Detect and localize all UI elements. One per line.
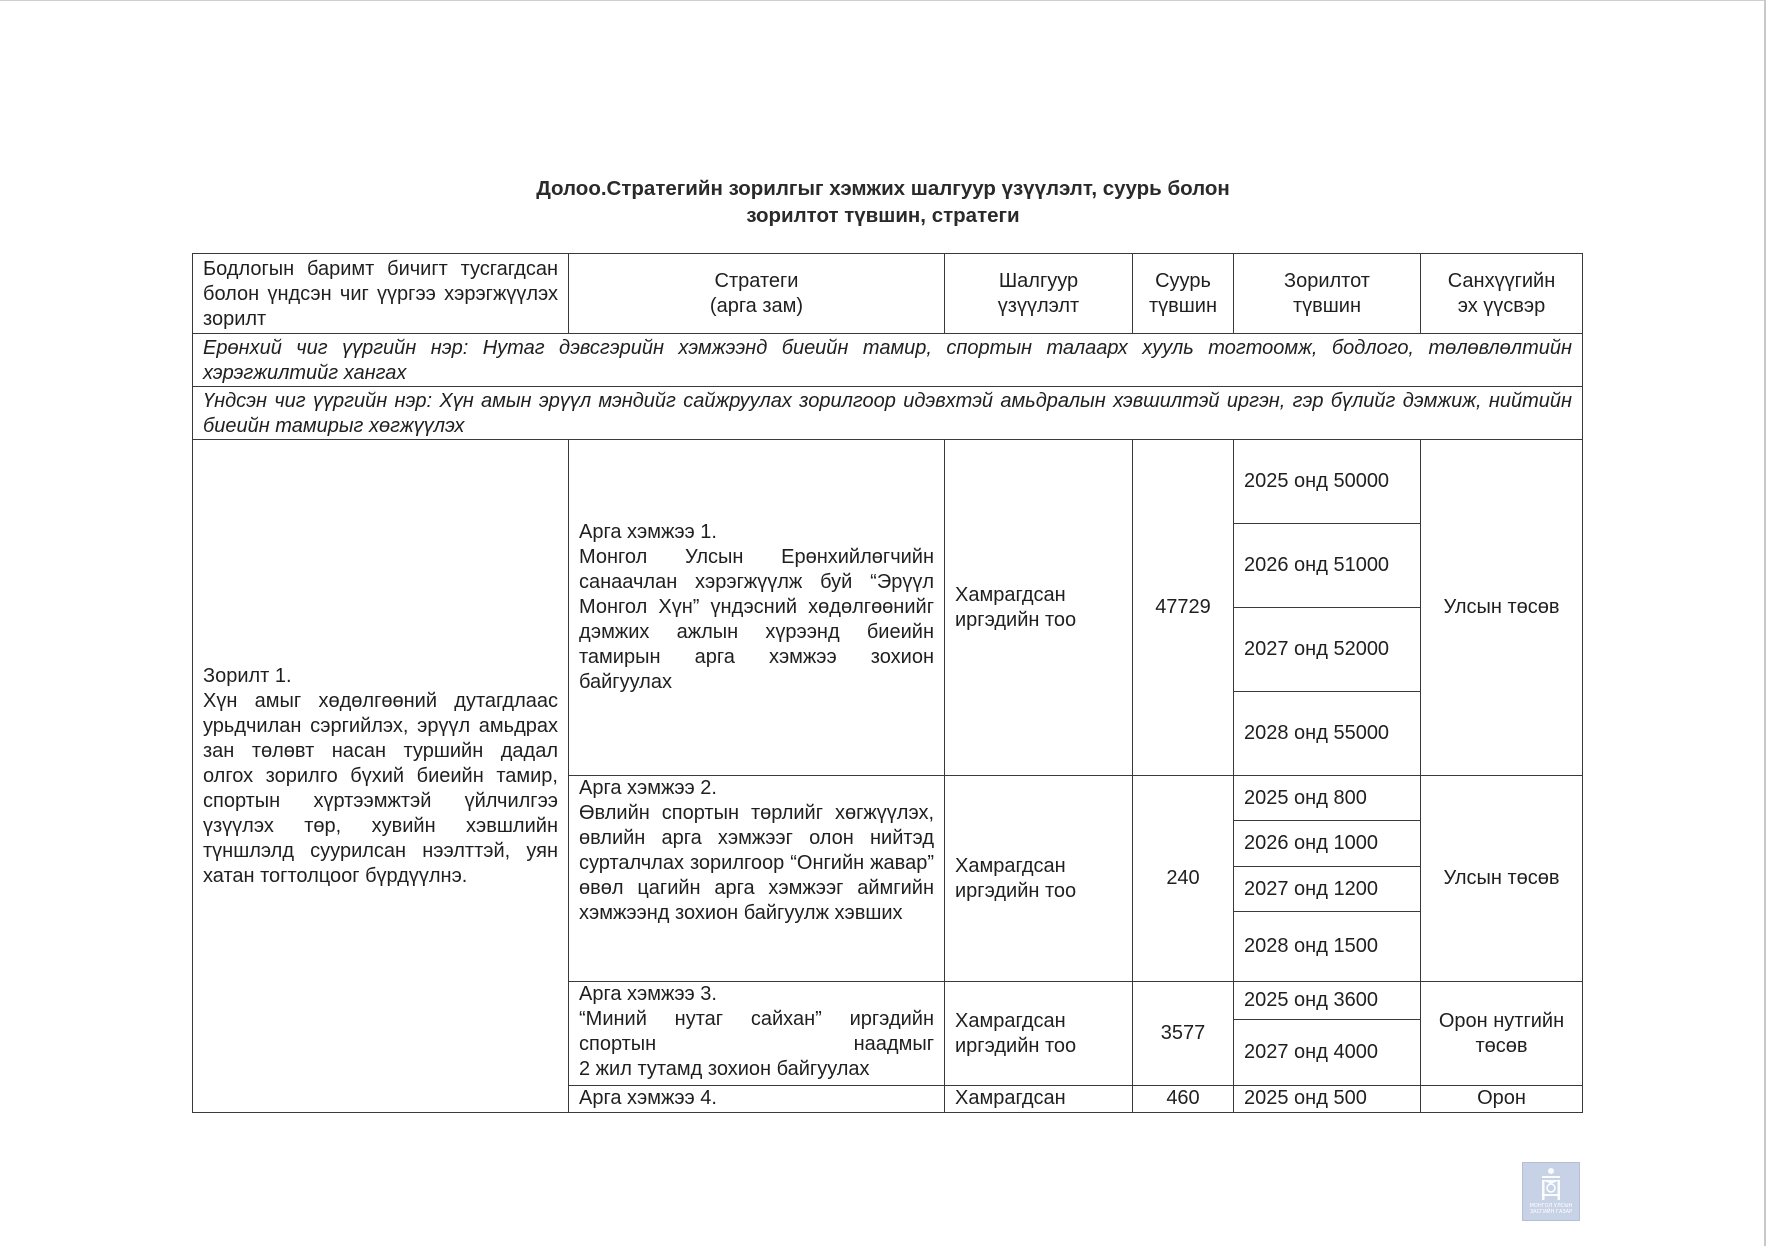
general-function-text: Ерөнхий чиг үүргийн нэр: Нутаг дэвсгэрийн хэмжээнд биеийн тамир, спортын талаарх хууль тогтоомж, бодлого, төлөвлөлтийн хэрэгжилтийг хангах	[193, 334, 1583, 387]
measure-1-indicator: Хамрагдсан иргэдийн тоо	[945, 440, 1133, 776]
soyombo-emblem-icon	[1540, 1167, 1562, 1201]
measure-1-target-2: 2026 онд 51000	[1234, 524, 1421, 608]
table-row	[193, 440, 1583, 524]
page-title	[0, 175, 1766, 229]
logo-caption: МОНГОЛ УЛСЫН ЗАСГИЙН ГАЗАР	[1529, 1203, 1573, 1215]
goal-title: Зорилт 1.	[203, 664, 292, 687]
header-indicator: Шалгуур үзүүлэлт	[945, 254, 1133, 334]
goal-text: Хүн амыг хөдөлгөөний дутагдлаас урьдчилан сэргийлэх, эрүүл амьдрах зан төлөвт насан туршийн дадал олгох зорилго бүхий биеийн тамир, спортын хүртээмжтэй үйлчилгээ үзүүлэх төр, хувийн хэвшлийн түншлэлд суурилсан нээлттэй, уян хатан тогтолцоог бүрдүүлнэ.	[203, 689, 558, 887]
header-target: Зорилтот түвшин	[1234, 254, 1421, 334]
measure-3-indicator: Хамрагдсан иргэдийн тоо	[945, 982, 1133, 1086]
measure-2-title: Арга хэмжээ 2.	[579, 777, 717, 799]
government-logo	[1522, 1162, 1580, 1221]
measure-3-funding: Орон нутгийн төсөв	[1421, 982, 1583, 1086]
main-function-text: Үндсэн чиг үүргийн нэр: Хүн амын эрүүл мэндийг сайжруулах зорилгоор идэвхтэй амьдралын хэвшилтэй иргэн, гэр бүлийг дэмжиж, нийтийн биеийн тамирыг хөгжүүлэх	[193, 387, 1583, 440]
measure-4-target-1: 2025 онд 500	[1234, 1086, 1421, 1113]
measure-1-target-1: 2025 онд 50000	[1234, 440, 1421, 524]
title-line-1: Долоо.Стратегийн зорилгыг хэмжих шалгуур үзүүлэлт, суурь болон	[536, 177, 1230, 200]
measure-1-target-4: 2028 онд 55000	[1234, 692, 1421, 776]
measure-3-cell	[569, 982, 945, 1086]
table-header-row	[193, 254, 1583, 334]
measure-1-text: Монгол Улсын Ерөнхийлөгчийн санаачлан хэрэгжүүлж буй “Эрүүл Монгол Хүн” үндэсний хөдөлгөөнийг дэмжих ажлын хүрээнд биеийн тамирын арга хэмжээ зохион байгуулах	[579, 546, 934, 693]
measure-3-text-line-1: “Миний нутаг сайхан” иргэдийн спортын наадмыг	[579, 1008, 934, 1055]
main-function-row	[193, 387, 1583, 440]
measure-2-baseline: 240	[1133, 776, 1234, 982]
measure-1-target-3: 2027 онд 52000	[1234, 608, 1421, 692]
header-funding: Санхүүгийн эх үүсвэр	[1421, 254, 1583, 334]
measure-4-baseline: 460	[1133, 1086, 1234, 1113]
measure-2-target-3: 2027 онд 1200	[1234, 867, 1421, 912]
measure-2-cell	[569, 776, 945, 982]
header-baseline: Суурь түвшин	[1133, 254, 1234, 334]
measure-2-text: Өвлийн спортын төрлийг хөгжүүлэх, өвлийн арга хэмжээг олон нийтэд сурталчлах зорилгоор “Онгийн жавар” өвөл цагийн арга хэмжээг аймгийн хэмжээнд зохион байгуулж хэвших	[579, 802, 934, 924]
title-line-2: зорилтот түвшин, стратеги	[746, 204, 1020, 227]
measure-4-indicator: Хамрагдсан	[945, 1086, 1133, 1113]
measure-3-title: Арга хэмжээ 3.	[579, 983, 717, 1005]
measure-2-indicator: Хамрагдсан иргэдийн тоо	[945, 776, 1133, 982]
measure-3-baseline: 3577	[1133, 982, 1234, 1086]
measure-2-target-2: 2026 онд 1000	[1234, 821, 1421, 867]
measure-1-title: Арга хэмжээ 1.	[579, 521, 717, 543]
general-function-row	[193, 334, 1583, 387]
header-goal: Бодлогын баримт бичигт тусгагдсан болон үндсэн чиг үүргээ хэрэгжүүлэх зорилт	[193, 254, 569, 334]
measure-3-text-line-2: 2 жил тутамд зохион байгуулах	[579, 1058, 870, 1080]
goal-cell	[193, 440, 569, 1113]
measure-4-funding: Орон	[1421, 1086, 1583, 1113]
measure-2-target-4: 2028 онд 1500	[1234, 912, 1421, 982]
measure-1-baseline: 47729	[1133, 440, 1234, 776]
header-strategy: Стратеги (арга зам)	[569, 254, 945, 334]
measure-1-cell	[569, 440, 945, 776]
measure-4-title: Арга хэмжээ 4.	[569, 1086, 945, 1113]
strategy-table	[192, 253, 1583, 1113]
measure-3-target-2: 2027 онд 4000	[1234, 1020, 1421, 1086]
measure-2-target-1: 2025 онд 800	[1234, 776, 1421, 821]
measure-1-funding: Улсын төсөв	[1421, 440, 1583, 776]
measure-3-target-1: 2025 онд 3600	[1234, 982, 1421, 1020]
measure-2-funding: Улсын төсөв	[1421, 776, 1583, 982]
